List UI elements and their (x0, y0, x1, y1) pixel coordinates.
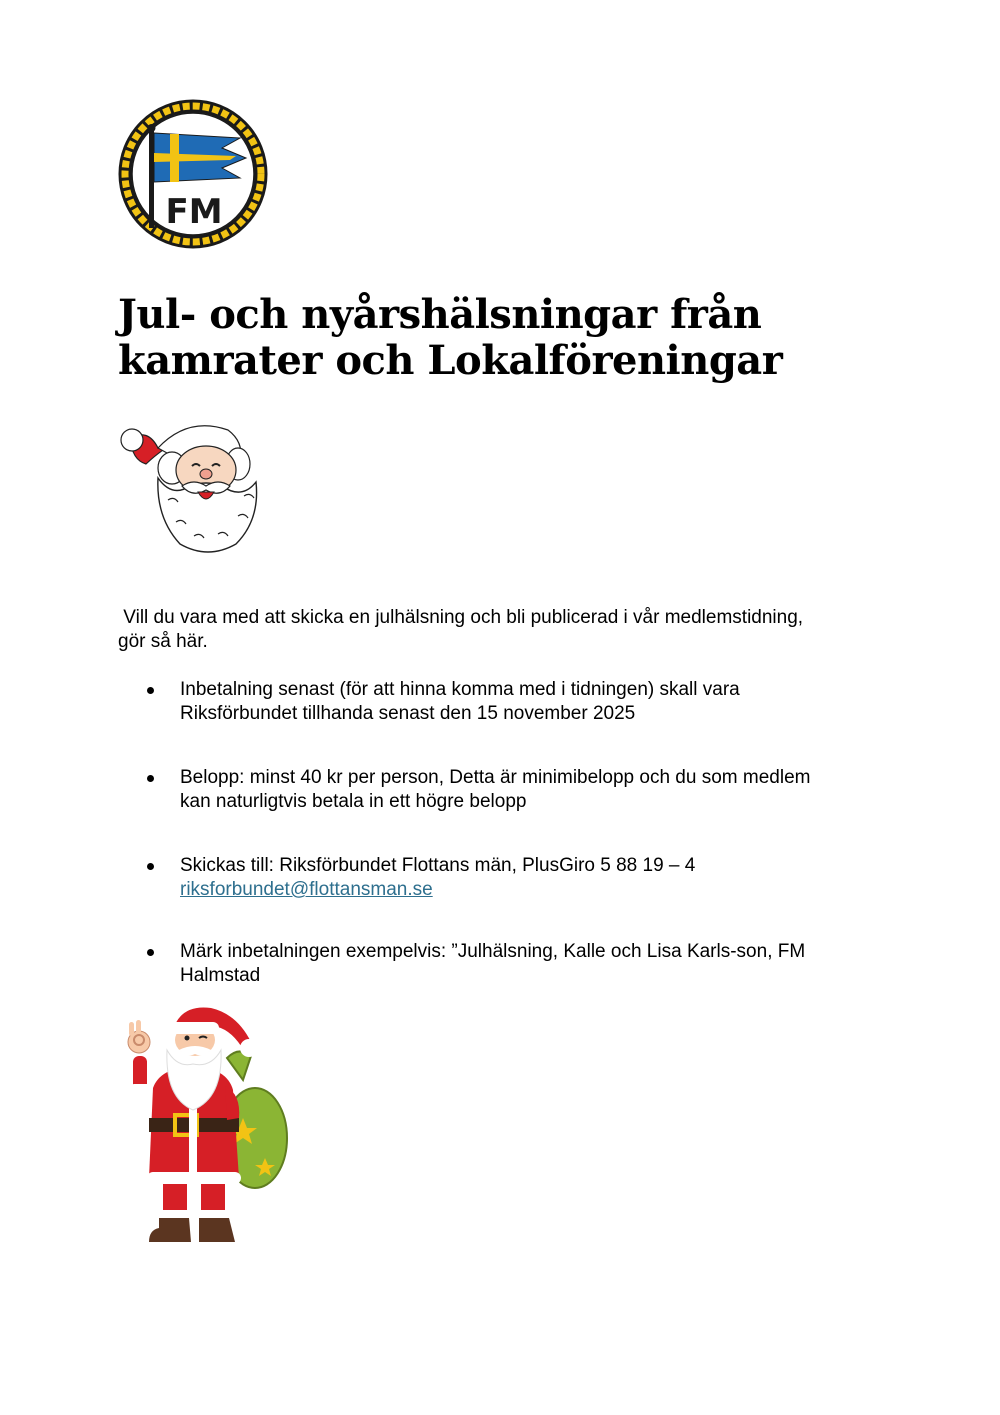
list-item-line: Inbetalning senast (för att hinna komma med i tidningen) skall vara (180, 679, 740, 700)
list-item-line: Riksförbundet tillhanda senast den 15 november 2025 (180, 703, 636, 724)
list-item-line: Skickas till: Riksförbundet Flottans män, PlusGiro 5 88 19 – 4 (180, 855, 696, 876)
santa-claus-icon (115, 998, 290, 1248)
intro-line-1: Vill du vara med att skicka en julhälsning och bli publicerad i vår medlemstidning, (118, 607, 804, 628)
fm-logo (118, 98, 268, 250)
logo-text: FM (165, 192, 223, 232)
list-item-line: Belopp: minst 40 kr per person, Detta är minimibelopp och du som medlem (180, 767, 811, 788)
santa-face-icon (118, 408, 268, 560)
bullet-icon (147, 949, 154, 956)
bullet-icon (147, 775, 154, 782)
list-item-line: kan naturligtvis betala in ett högre belopp (180, 791, 527, 812)
list-item-line: Halmstad (180, 965, 261, 986)
page-title-line-1: Jul- och nyårshälsningar från (118, 291, 762, 338)
page-title (118, 292, 918, 384)
list-item-line: Märk inbetalningen exempelvis: ”Julhälsning, Kalle och Lisa Karls-son, FM (180, 941, 806, 962)
email-link[interactable]: riksforbundet@flottansman.se (180, 879, 433, 900)
bullet-icon (147, 863, 154, 870)
bullet-icon (147, 687, 154, 694)
intro-text (118, 606, 878, 654)
intro-line-2: gör så här. (118, 631, 208, 652)
page-title-line-2: kamrater och Lokalföreningar (118, 337, 783, 384)
